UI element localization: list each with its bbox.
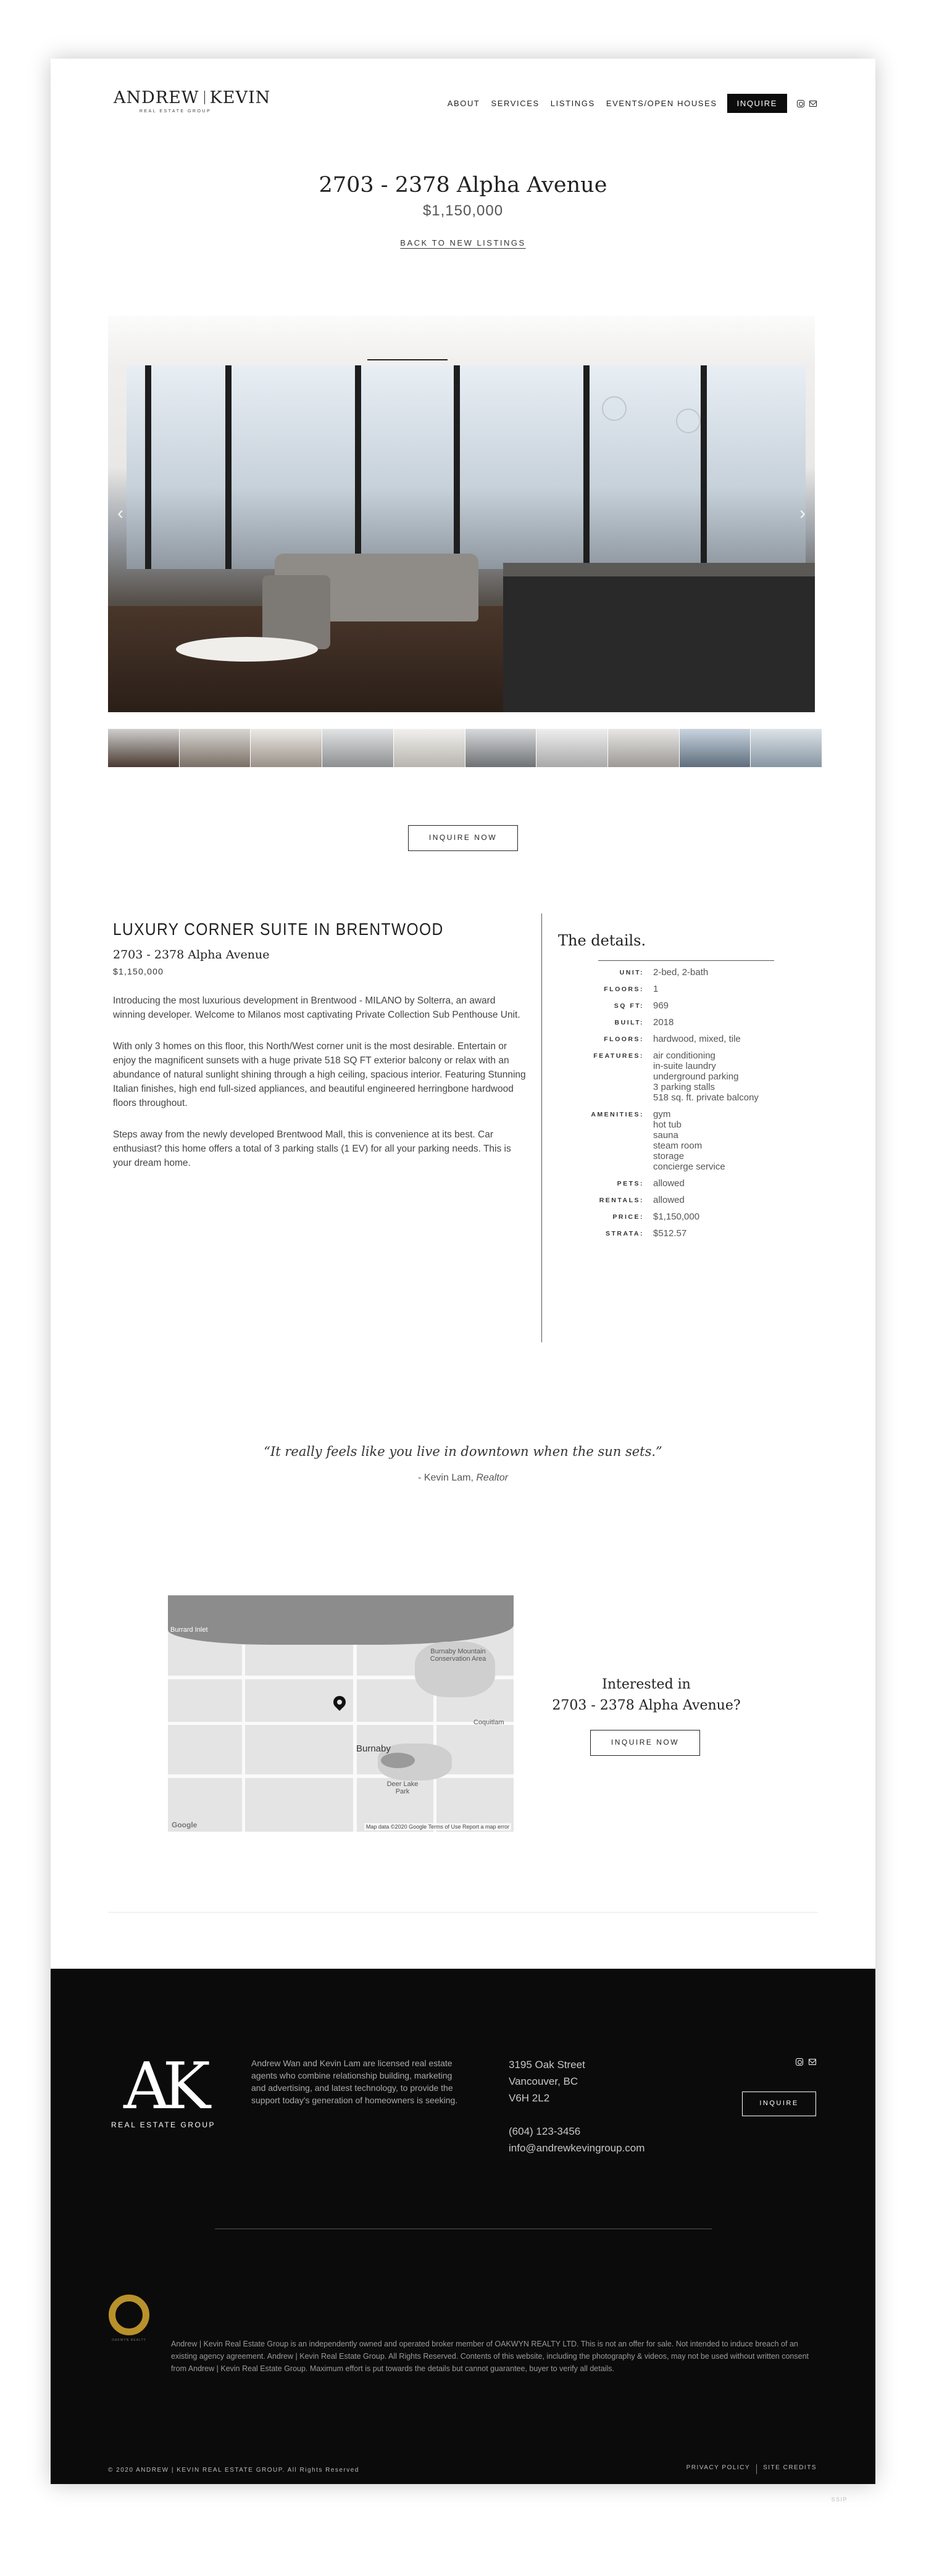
detail-value: $512.57 [653, 1228, 687, 1239]
detail-row [558, 1228, 817, 1239]
site-footer [51, 1969, 875, 2503]
footer-links [686, 2464, 817, 2474]
quote-author-role: Realtor [476, 1473, 508, 1483]
photo-mullion [225, 365, 231, 569]
back-to-listings-link[interactable]: BACK TO NEW LISTINGS [400, 238, 526, 247]
detail-value: allowed [653, 1178, 685, 1189]
photo-mullion [145, 365, 151, 569]
details-panel [558, 932, 817, 1239]
detail-values [653, 984, 658, 994]
gallery-thumbnail[interactable] [536, 729, 608, 767]
detail-value: sauna [653, 1130, 678, 1141]
page-card [51, 59, 875, 2503]
description-heading: LUXURY CORNER SUITE IN BRENTWOOD [113, 920, 444, 939]
logo-subtitle: REAL ESTATE GROUP [139, 109, 212, 114]
details-title: The details. [558, 932, 646, 949]
detail-value: underground parking [653, 1071, 739, 1082]
footer-logo[interactable] [109, 2048, 217, 2129]
map-road [353, 1645, 357, 1832]
nav-events[interactable]: EVENTS/OPEN HOUSES [606, 99, 717, 108]
photo-mullion [701, 365, 707, 569]
detail-values [653, 1034, 741, 1044]
description-address: 2703 - 2378 Alpha Avenue [113, 948, 270, 962]
footer-address-line: V6H 2L2 [509, 2092, 550, 2104]
detail-values [653, 1211, 699, 1222]
photo-mullion [583, 365, 590, 569]
gallery-thumbnail[interactable] [322, 729, 394, 767]
detail-value: 518 sq. ft. private balcony [653, 1092, 759, 1103]
site-logo[interactable] [114, 88, 271, 114]
footer-logo-mark: AK [123, 2048, 203, 2124]
inquiry-callout [526, 1674, 767, 1716]
logo-divider [204, 91, 205, 104]
detail-values [653, 1195, 685, 1205]
detail-value: storage [653, 1151, 685, 1161]
detail-value: concierge service [653, 1161, 725, 1172]
detail-row [558, 1050, 817, 1103]
nav-services[interactable]: SERVICES [491, 99, 540, 108]
map-label: Burrard Inlet [170, 1626, 208, 1634]
detail-values [653, 1017, 674, 1028]
detail-values [653, 1178, 685, 1189]
gallery-thumbnail[interactable] [251, 729, 322, 767]
map-provider-logo: Google [172, 1821, 198, 1829]
detail-label: AMENITIES: [591, 1111, 644, 1118]
gallery-thumbnail[interactable] [465, 729, 537, 767]
footer-copyright: © 2020 ANDREW | KEVIN REAL ESTATE GROUP. All Rights Reserved [108, 2467, 359, 2474]
gallery-thumbnail[interactable] [180, 729, 251, 767]
description-paragraph: Steps away from the newly developed Brentwood Mall, this is convenience at its best. Car enthusiast? this home offers a total of 3 parking stalls (1 EV) for all your parking needs. This is your dream home. [113, 1129, 511, 1168]
description-price: $1,150,000 [113, 966, 164, 976]
map-lake [381, 1753, 415, 1768]
nav-about[interactable]: ABOUT [447, 99, 480, 108]
gallery-thumbnail[interactable] [608, 729, 680, 767]
detail-label: FEATURES: [593, 1052, 644, 1060]
detail-label: PRICE: [612, 1213, 644, 1221]
detail-row [558, 984, 817, 994]
mail-icon[interactable] [809, 101, 817, 107]
footer-social [796, 2058, 816, 2066]
footer-link-separator [756, 2464, 757, 2474]
map-label: Deer Lake Park [386, 1780, 419, 1795]
detail-row [558, 1000, 817, 1011]
gallery-thumbnail[interactable] [108, 729, 180, 767]
detail-value: 3 parking stalls [653, 1082, 715, 1092]
photo-mullion [355, 365, 361, 569]
photo-pendant-light [602, 396, 627, 421]
description-paragraph: Introducing the most luxurious development in Brentwood - MILANO by Solterra, an award winning developer. Welcome to Milanos most captivating Private Collection Sub Penthouse Unit. [113, 995, 520, 1020]
callout-inquire-button[interactable]: INQUIRE NOW [590, 1730, 700, 1756]
details-rule [598, 960, 774, 961]
detail-value: 2-bed, 2-bath [653, 967, 709, 978]
hero-photo[interactable] [108, 316, 815, 712]
map-road [242, 1645, 245, 1832]
detail-values [653, 967, 708, 978]
detail-value: air conditioning [653, 1050, 715, 1061]
quote-text: “It really feels like you live in downtown when the sun sets.” [264, 1444, 662, 1459]
detail-value: hot tub [653, 1120, 682, 1130]
mail-icon[interactable] [809, 2059, 816, 2065]
detail-value: steam room [653, 1141, 703, 1151]
footer-inquire-button[interactable]: INQUIRE [742, 2092, 816, 2116]
detail-row [558, 1109, 817, 1172]
detail-value: 2018 [653, 1017, 674, 1028]
footer-address-line: Vancouver, BC [509, 2075, 578, 2087]
testimonial [51, 1444, 875, 1484]
description-paragraph: With only 3 homes on this floor, this North/West corner unit is the most desirable. Entertain or enjoy the magnificent sunsets with a huge private 518 SQ FT exterior balcony or relax with an abundance of natural sunlight shining through a high ceiling, spacious interior. Featuring Stunning Italian finishes, high end full-sized appliances, and beautiful engineered herringbone hardwood floors throughout. [113, 1041, 526, 1108]
detail-label: UNIT: [619, 969, 644, 976]
detail-row [558, 967, 817, 978]
listing-description [113, 920, 527, 1170]
footer-badge: SSIP [831, 2496, 848, 2503]
detail-label: FLOORS: [604, 986, 644, 993]
map-road [168, 1774, 514, 1778]
nav-listings[interactable]: LISTINGS [550, 99, 595, 108]
map-attribution[interactable]: Map data ©2020 Google Terms of Use Report a map error [364, 1823, 511, 1830]
detail-row [558, 1178, 817, 1189]
brokerage-caption: OAKWYN REALTY [112, 2338, 146, 2342]
instagram-icon[interactable] [796, 2058, 803, 2066]
detail-label: RENTALS: [599, 1197, 644, 1204]
map-label: Burnaby [356, 1743, 391, 1754]
privacy-policy-link[interactable]: PRIVACY POLICY [686, 2464, 751, 2471]
gallery-thumbnails [108, 729, 822, 767]
map-label: Burnaby Mountain Conservation Area [430, 1648, 486, 1663]
listing-title: 2703 - 2378 Alpha Avenue [319, 173, 607, 197]
photo-pendant-light [676, 409, 701, 433]
footer-logo-subtitle: REAL ESTATE GROUP [111, 2121, 215, 2129]
photo-countertop [503, 563, 815, 576]
detail-value: $1,150,000 [653, 1211, 700, 1222]
detail-value: gym [653, 1109, 671, 1120]
detail-row [558, 1034, 817, 1044]
detail-values [653, 1000, 669, 1011]
detail-value: in-suite laundry [653, 1061, 716, 1071]
callout-line-2: 2703 - 2378 Alpha Avenue? [552, 1698, 741, 1713]
quote-author [51, 1473, 875, 1484]
gallery-prev-arrow[interactable]: ‹ [117, 503, 123, 523]
logo-right-text: KEVIN [209, 88, 271, 107]
detail-value: hardwood, mixed, tile [653, 1034, 741, 1044]
map-water [168, 1595, 514, 1645]
detail-row [558, 1195, 817, 1205]
header-social [797, 100, 817, 107]
detail-values [653, 1228, 686, 1239]
photo-chandelier [367, 359, 448, 396]
location-map[interactable] [168, 1595, 514, 1832]
detail-values [653, 1050, 759, 1103]
detail-values [653, 1109, 725, 1172]
detail-label: FLOORS: [604, 1036, 644, 1043]
main-nav [436, 94, 817, 113]
detail-row [558, 1211, 817, 1222]
detail-value: 1 [653, 984, 659, 994]
detail-label: SQ FT: [614, 1002, 644, 1010]
map-label: Coquitlam [473, 1719, 504, 1726]
gallery-thumbnail[interactable] [394, 729, 465, 767]
nav-inquire-button[interactable]: INQUIRE [727, 94, 787, 113]
gallery-next-arrow[interactable]: › [799, 503, 806, 523]
brokerage-logo [107, 2295, 151, 2342]
photo-coffee-table [176, 637, 318, 662]
vertical-divider [541, 913, 542, 1342]
listing-header [51, 173, 875, 249]
footer-email[interactable]: info@andrewkevingroup.com [509, 2142, 645, 2154]
gallery-thumbnail[interactable] [751, 729, 822, 767]
photo-kitchen-island [503, 563, 815, 712]
footer-address-line: 3195 Oak Street [509, 2059, 585, 2071]
photo-mullion [454, 365, 460, 569]
instagram-icon[interactable] [797, 100, 804, 107]
section-divider [108, 1912, 818, 1913]
detail-label: PETS: [617, 1180, 644, 1187]
detail-row [558, 1017, 817, 1028]
site-credits-link[interactable]: SITE CREDITS [763, 2464, 817, 2471]
callout-line-1: Interested in [602, 1677, 691, 1692]
listing-price: $1,150,000 [422, 202, 504, 219]
footer-phone[interactable]: (604) 123-3456 [509, 2125, 581, 2137]
footer-contact [509, 2056, 644, 2156]
logo-left-text: ANDREW [114, 88, 199, 107]
detail-label: BUILT: [614, 1019, 644, 1026]
brokerage-seal-icon [109, 2295, 149, 2335]
detail-value: allowed [653, 1195, 685, 1205]
quote-author-name: - Kevin Lam, [418, 1473, 477, 1483]
photo-ceiling [108, 316, 815, 365]
detail-label: STRATA: [605, 1230, 644, 1237]
inquire-now-button[interactable]: INQUIRE NOW [408, 825, 518, 851]
details-list [558, 967, 817, 1239]
detail-value: 969 [653, 1000, 669, 1011]
map-road [168, 1722, 514, 1725]
gallery-thumbnail[interactable] [680, 729, 751, 767]
footer-legal: Andrew | Kevin Real Estate Group is an independently owned and operated broker member of OAKWYN REALTY LTD. This is not an offer for sale. Not intended to induce breach of an existing agency agreement. Andrew | Kevin Real Estate Group. All Rights Reserved. Contents of this website, including the photography & videos, may not be used without written consent from Andrew | Kevin Real Estate Group. Maximum effort is put towards the details but cannot guarantee, buyer to verify all details. [171, 2340, 809, 2373]
footer-about: Andrew Wan and Kevin Lam are licensed real estate agents who combine relationship building, marketing and advertising, and latest technology, to provide the support today's generation of homeowners is seeking. [251, 2058, 458, 2105]
map-pin-icon[interactable] [331, 1693, 348, 1711]
